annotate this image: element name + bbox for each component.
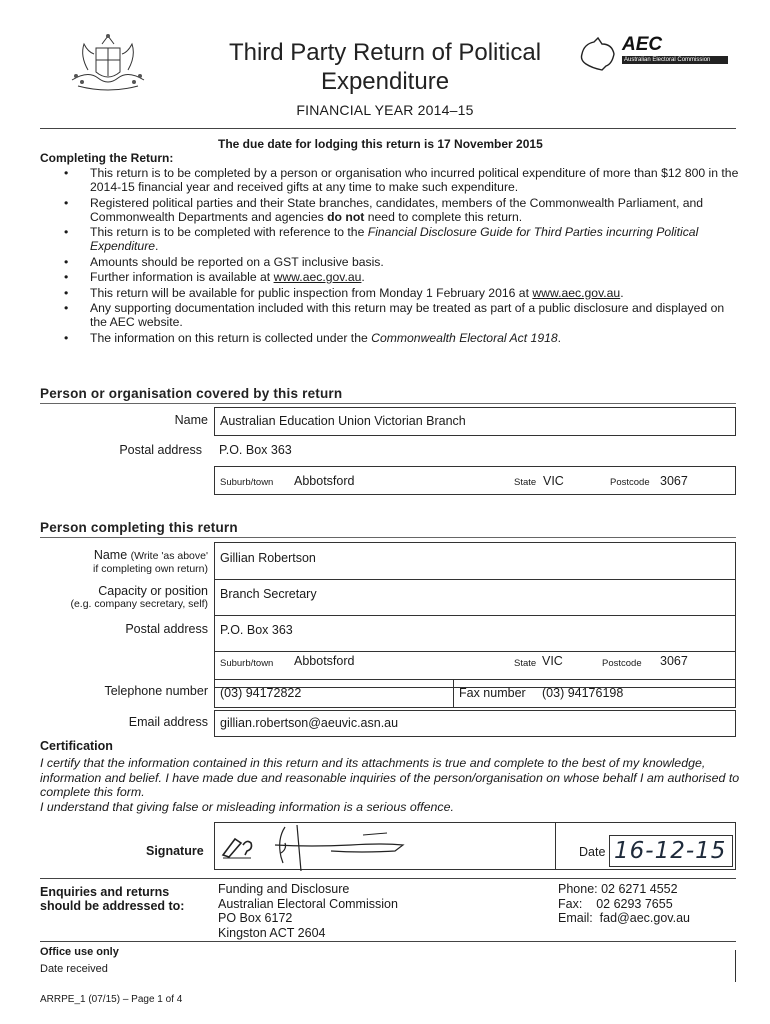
title-line-1: Third Party Return of Political bbox=[228, 39, 542, 66]
section-divider bbox=[40, 941, 736, 942]
date-received-label: Date received bbox=[40, 963, 108, 975]
list-item: • Any supporting documentation included with this return may be treated as part of a public disclosure and displayed on the AEC website. bbox=[64, 301, 744, 329]
office-use-heading: Office use only bbox=[40, 946, 119, 958]
completing-name-field[interactable]: Gillian Robertson bbox=[220, 551, 316, 565]
telephone-label: Telephone number bbox=[104, 684, 208, 698]
certification-text: I certify that the information contained in this return and its attachments is true and complete to the best of my knowledge, information and belief. I have made due and reasonable inquiries of the person/organisation on whose behalf I am authorised to complete this form. I understand that giving false or misleading information is a serious offence. bbox=[40, 756, 740, 814]
email-label: Email address bbox=[128, 715, 208, 729]
completing-name-label: Name (Write 'as above' if completing own return) bbox=[93, 548, 208, 575]
fax-field[interactable]: Fax number (03) 94176198 bbox=[453, 679, 736, 708]
list-item: • This return is to be completed by a person or organisation who incurred political expenditure of more than $12 800 in the 2014-15 financial year and received gifts at any time to make such expenditure. bbox=[64, 166, 744, 194]
completing-postcode-field[interactable]: 3067 bbox=[660, 654, 688, 668]
page-title bbox=[150, 38, 620, 96]
covered-name-label: Name bbox=[174, 413, 208, 427]
enquiries-address: Funding and Disclosure Australian Electoral Commission PO Box 6172 Kingston ACT 2604 bbox=[218, 882, 398, 940]
handwritten-signature bbox=[271, 823, 431, 871]
aec-logo-subtext: Australian Electoral Commission bbox=[622, 56, 728, 64]
title-line-2: Expenditure bbox=[320, 68, 450, 95]
completing-section-title: Person completing this return bbox=[40, 520, 238, 535]
list-item: • This return will be available for public inspection from Monday 1 February 2016 at www.aec.gov.au. bbox=[64, 286, 744, 300]
pen-signature-icon bbox=[221, 833, 255, 859]
signature-label: Signature bbox=[146, 844, 204, 858]
date-label: Date bbox=[579, 845, 606, 859]
financial-year: FINANCIAL YEAR 2014–15 bbox=[296, 102, 474, 118]
section-divider bbox=[40, 403, 736, 404]
completing-postal-label: Postal address bbox=[125, 622, 208, 636]
list-item: • The information on this return is collected under the Commonwealth Electoral Act 1918. bbox=[64, 331, 744, 345]
covered-postal-label: Postal address bbox=[119, 443, 202, 457]
covered-postcode-field[interactable]: 3067 bbox=[660, 474, 688, 488]
covered-suburb-field[interactable]: Abbotsford bbox=[294, 474, 355, 488]
aec-website-link[interactable]: www.aec.gov.au bbox=[273, 270, 362, 284]
covered-suburb-row: Suburb/town Abbotsford State VIC Postcode 3067 bbox=[214, 466, 736, 495]
capacity-field[interactable]: Branch Secretary bbox=[220, 587, 317, 601]
list-item: • Further information is available at www.aec.gov.au. bbox=[64, 270, 744, 284]
completing-postal-field[interactable]: P.O. Box 363 bbox=[220, 623, 293, 637]
section-divider bbox=[40, 537, 736, 538]
header-divider bbox=[40, 128, 736, 129]
covered-state-field[interactable]: VIC bbox=[543, 474, 564, 488]
enquiries-label: Enquiries and returns should be addressed to: bbox=[40, 885, 185, 913]
telephone-field[interactable]: (03) 94172822 bbox=[214, 679, 454, 708]
form-code: ARRPE_1 (07/15) – Page 1 of 4 bbox=[40, 994, 183, 1005]
office-box-edge bbox=[735, 950, 736, 982]
list-item: • Amounts should be reported on a GST inclusive basis. bbox=[64, 255, 744, 269]
completing-details-box: Gillian Robertson Branch Secretary P.O. Box 363 Suburb/town Abbotsford State VIC Postcode 3067 bbox=[214, 542, 736, 688]
covered-postal-field[interactable]: P.O. Box 363 bbox=[219, 443, 292, 457]
enquiries-email-link[interactable]: Email: fad@aec.gov.au bbox=[558, 911, 690, 925]
covered-name-field[interactable]: Australian Education Union Victorian Branch bbox=[214, 407, 736, 436]
date-field[interactable]: 16-12-15 bbox=[609, 835, 733, 867]
completing-suburb-field[interactable]: Abbotsford bbox=[294, 654, 355, 668]
list-item: • Registered political parties and their State branches, candidates, members of the Commonwealth Parliament, and Commonwealth Departments and agencies do not need to complete this return. bbox=[64, 196, 744, 224]
completing-state-field[interactable]: VIC bbox=[542, 654, 563, 668]
due-date-notice: The due date for lodging this return is 17 November 2015 bbox=[218, 137, 543, 151]
australia-map-icon bbox=[578, 36, 618, 72]
section-divider bbox=[40, 878, 736, 879]
covered-section-title: Person or organisation covered by this return bbox=[40, 386, 343, 401]
aec-logo-text: AEC bbox=[622, 34, 663, 55]
list-item: • This return is to be completed with reference to the Financial Disclosure Guide for Third Parties incurring Political Expenditure. bbox=[64, 225, 744, 253]
commonwealth-coat-of-arms-logo bbox=[58, 30, 158, 96]
certification-heading: Certification bbox=[40, 739, 113, 753]
capacity-label: Capacity or position (e.g. company secretary, self) bbox=[70, 584, 208, 610]
instructions-list bbox=[64, 166, 744, 346]
aec-website-link[interactable]: www.aec.gov.au bbox=[532, 285, 621, 300]
signature-box[interactable] bbox=[214, 822, 736, 870]
aec-logo bbox=[578, 34, 730, 76]
email-field[interactable]: gillian.robertson@aeuvic.asn.au bbox=[214, 710, 736, 737]
completing-heading: Completing the Return: bbox=[40, 151, 174, 165]
enquiries-contact: Phone: 02 6271 4552 Fax: 02 6293 7655 Email: fad@aec.gov.au bbox=[558, 882, 690, 925]
